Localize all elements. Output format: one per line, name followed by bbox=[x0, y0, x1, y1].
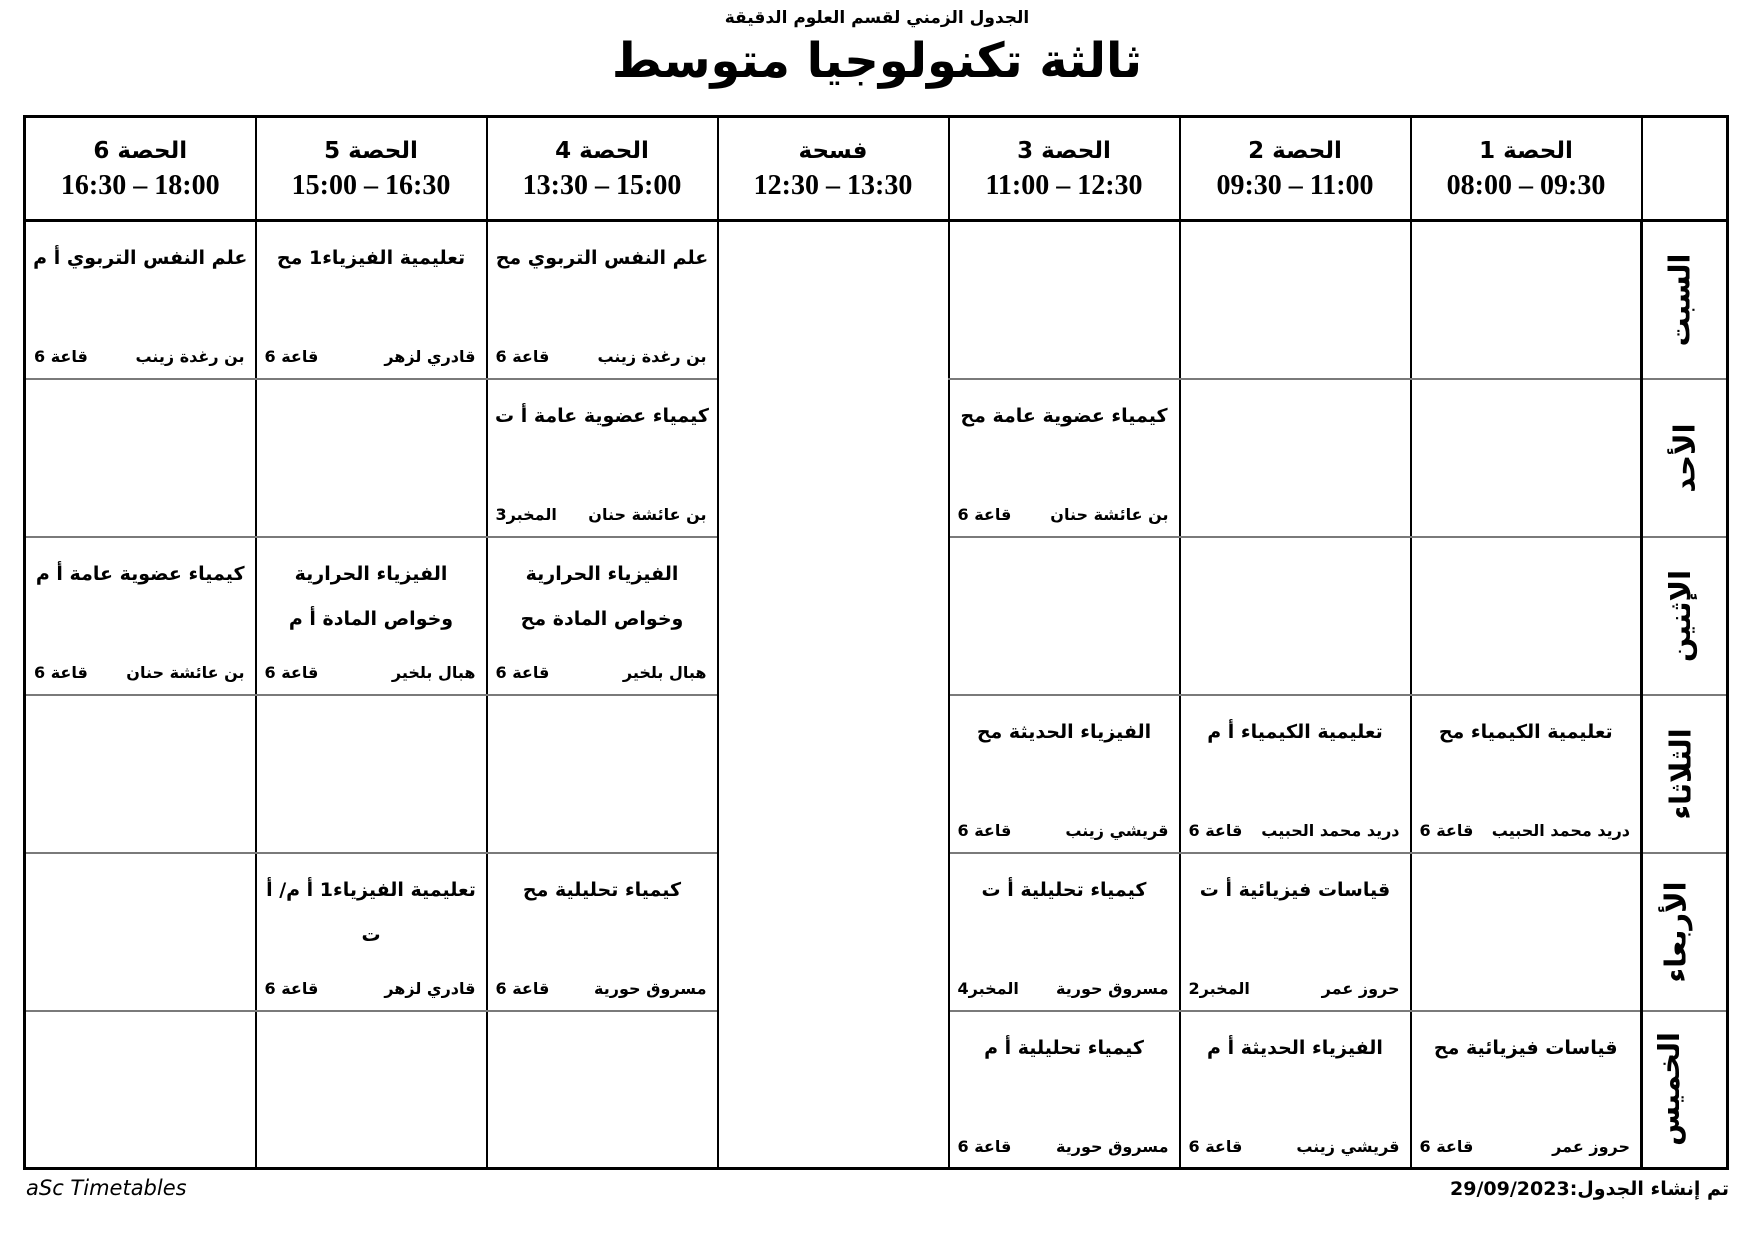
lesson-room: قاعة 6 bbox=[957, 504, 1012, 524]
lesson-room: قاعة 6 bbox=[1188, 820, 1243, 840]
lesson-cell bbox=[1180, 695, 1411, 853]
lesson-subject: كيمياء عضوية عامة مح bbox=[960, 404, 1168, 427]
lesson-teacher: بن رغدة زينب bbox=[597, 347, 707, 367]
lesson-room: قاعة 6 bbox=[34, 662, 88, 682]
lesson-teacher: بن عائشة حنان bbox=[588, 504, 707, 524]
lesson-room: قاعة 6 bbox=[264, 347, 319, 367]
day-cell bbox=[1642, 853, 1728, 1011]
lesson-cell-empty bbox=[1180, 221, 1411, 379]
lesson-subject: الفيزياء الحرارية وخواص المادة مح bbox=[520, 562, 684, 631]
lesson-cell-empty bbox=[1180, 537, 1411, 695]
lesson-subject: تعليمية الكيمياء مح bbox=[1438, 720, 1613, 743]
lesson-room: قاعة 6 bbox=[957, 1136, 1012, 1156]
lesson-cell bbox=[25, 221, 256, 379]
lesson-teacher: هبال بلخير bbox=[622, 662, 707, 682]
lesson-teacher: مسروق حورية bbox=[594, 978, 707, 998]
lesson-cell-empty bbox=[487, 1011, 718, 1169]
day-row-saturday bbox=[25, 221, 1728, 379]
lesson-teacher: دريد محمد الحبيب bbox=[1491, 820, 1630, 840]
lesson-cell-empty bbox=[487, 695, 718, 853]
lesson-teacher: قريشي زينب bbox=[1065, 820, 1169, 840]
lesson-room: قاعة 6 bbox=[1188, 1136, 1243, 1156]
period-name: الحصة 4 bbox=[555, 137, 649, 164]
break-column-header bbox=[718, 117, 949, 221]
period-time: 12:30 – 13:30 bbox=[753, 170, 913, 202]
lesson-cell bbox=[1180, 853, 1411, 1011]
period-name: فسحة bbox=[798, 137, 868, 164]
lesson-cell-empty bbox=[25, 379, 256, 537]
period-time: 16:30 – 18:00 bbox=[60, 170, 220, 202]
lesson-subject: كيمياء تحليلية أ م bbox=[984, 1036, 1144, 1059]
lesson-teacher: حروز عمر bbox=[1321, 978, 1400, 998]
lesson-teacher: بن رغدة زينب bbox=[135, 347, 245, 367]
lesson-cell bbox=[487, 221, 718, 379]
lesson-cell-empty bbox=[1411, 221, 1642, 379]
lesson-subject: كيمياء تحليلية أ ت bbox=[981, 878, 1147, 901]
period-header-1 bbox=[1411, 117, 1642, 221]
lesson-room: قاعة 6 bbox=[264, 662, 319, 682]
period-name: الحصة 5 bbox=[324, 137, 418, 164]
lesson-room: قاعة 6 bbox=[1419, 1136, 1474, 1156]
footer-generated-date: تم إنشاء الجدول:29/09/2023 bbox=[1450, 1178, 1729, 1201]
day-column-header bbox=[1642, 117, 1728, 221]
lesson-subject: علم النفس التربوي مح bbox=[495, 247, 709, 270]
page-footer bbox=[26, 1176, 1729, 1200]
break-column-body bbox=[718, 221, 949, 1169]
day-cell bbox=[1642, 1011, 1728, 1169]
lesson-teacher: حروز عمر bbox=[1552, 1136, 1630, 1156]
lesson-subject: علم النفس التربوي أ م bbox=[33, 247, 248, 270]
lesson-room: قاعة 6 bbox=[495, 662, 550, 682]
lesson-room: المخبر4 bbox=[957, 978, 1019, 998]
period-name: الحصة 2 bbox=[1248, 137, 1342, 164]
lesson-teacher: قادري لزهر bbox=[384, 347, 476, 367]
day-label: الثلاثاء bbox=[1663, 728, 1698, 820]
lesson-subject: قياسات فيزيائية مح bbox=[1433, 1036, 1618, 1059]
timetable bbox=[23, 115, 1729, 1170]
lesson-teacher: قريشي زينب bbox=[1296, 1136, 1400, 1156]
lesson-cell bbox=[256, 853, 487, 1011]
lesson-cell-empty bbox=[1411, 537, 1642, 695]
lesson-cell-empty bbox=[1411, 853, 1642, 1011]
lesson-cell-empty bbox=[256, 695, 487, 853]
timetable-wrapper bbox=[25, 115, 1729, 1170]
lesson-cell bbox=[25, 537, 256, 695]
period-header-3 bbox=[949, 117, 1180, 221]
lesson-cell bbox=[1411, 1011, 1642, 1169]
lesson-room: قاعة 6 bbox=[495, 347, 550, 367]
lesson-room: قاعة 6 bbox=[264, 978, 319, 998]
lesson-subject: كيمياء عضوية عامة أ م bbox=[35, 562, 245, 585]
lesson-cell-empty bbox=[949, 221, 1180, 379]
lesson-teacher: بن عائشة حنان bbox=[1050, 504, 1169, 524]
period-time: 08:00 – 09:30 bbox=[1446, 170, 1606, 202]
lesson-cell-empty bbox=[1411, 379, 1642, 537]
day-label: الخميس bbox=[1651, 1032, 1686, 1147]
lesson-cell-empty bbox=[25, 853, 256, 1011]
lesson-cell bbox=[1411, 695, 1642, 853]
lesson-cell bbox=[256, 221, 487, 379]
period-time: 11:00 – 12:30 bbox=[985, 170, 1143, 202]
day-cell bbox=[1642, 379, 1728, 537]
lesson-cell-empty bbox=[256, 1011, 487, 1169]
lesson-cell bbox=[949, 379, 1180, 537]
lesson-cell bbox=[487, 853, 718, 1011]
lesson-cell-empty bbox=[1180, 379, 1411, 537]
lesson-subject: تعليمية الكيمياء أ م bbox=[1207, 720, 1383, 743]
lesson-teacher: بن عائشة حنان bbox=[126, 662, 245, 682]
lesson-subject: قياسات فيزيائية أ ت bbox=[1199, 878, 1391, 901]
lesson-room: قاعة 6 bbox=[34, 347, 88, 367]
period-time: 13:30 – 15:00 bbox=[522, 170, 682, 202]
lesson-cell bbox=[949, 1011, 1180, 1169]
lesson-teacher: قادري لزهر bbox=[384, 978, 476, 998]
day-label: الأحد bbox=[1667, 423, 1702, 493]
lesson-teacher: مسروق حورية bbox=[1056, 978, 1169, 998]
lesson-subject: كيمياء تحليلية مح bbox=[522, 878, 682, 901]
period-header-6 bbox=[25, 117, 256, 221]
header-row bbox=[25, 117, 1728, 221]
day-cell bbox=[1642, 695, 1728, 853]
department-header: الجدول الزمني لقسم العلوم الدقيقة bbox=[724, 8, 1030, 28]
lesson-cell bbox=[487, 379, 718, 537]
lesson-cell bbox=[256, 537, 487, 695]
day-label: السبت bbox=[1662, 253, 1697, 347]
lesson-room: قاعة 6 bbox=[957, 820, 1012, 840]
period-name: الحصة 1 bbox=[1479, 137, 1573, 164]
lesson-cell-empty bbox=[949, 537, 1180, 695]
lesson-subject: الفيزياء الحديثة مح bbox=[976, 720, 1152, 743]
day-label: الأربعاء bbox=[1658, 881, 1693, 983]
day-label: الإثنين bbox=[1662, 569, 1697, 662]
lesson-cell-empty bbox=[256, 379, 487, 537]
period-header-2 bbox=[1180, 117, 1411, 221]
lesson-cell-empty bbox=[25, 1011, 256, 1169]
lesson-cell bbox=[487, 537, 718, 695]
lesson-cell bbox=[949, 853, 1180, 1011]
day-cell bbox=[1642, 221, 1728, 379]
lesson-cell bbox=[1180, 1011, 1411, 1169]
lesson-subject: الفيزياء الحديثة أ م bbox=[1207, 1036, 1383, 1059]
period-header-4 bbox=[487, 117, 718, 221]
lesson-subject: تعليمية الفيزياء1 مح bbox=[276, 247, 466, 270]
lesson-room: المخبر2 bbox=[1188, 978, 1250, 998]
lesson-subject: كيمياء عضوية عامة أ ت bbox=[495, 404, 709, 427]
lesson-cell-empty bbox=[25, 695, 256, 853]
lesson-subject: الفيزياء الحرارية وخواص المادة أ م bbox=[288, 562, 454, 631]
lesson-teacher: هبال بلخير bbox=[391, 662, 476, 682]
lesson-cell bbox=[949, 695, 1180, 853]
footer-brand: aSc Timetables bbox=[26, 1176, 187, 1201]
lesson-teacher: مسروق حورية bbox=[1056, 1136, 1169, 1156]
lesson-room: قاعة 6 bbox=[495, 978, 550, 998]
lesson-room: قاعة 6 bbox=[1419, 820, 1474, 840]
lesson-room: المخبر3 bbox=[495, 504, 557, 524]
lesson-subject: تعليمية الفيزياء1 أ م/ أ ت bbox=[266, 878, 476, 947]
period-header-5 bbox=[256, 117, 487, 221]
period-name: الحصة 3 bbox=[1017, 137, 1111, 164]
period-time: 09:30 – 11:00 bbox=[1216, 170, 1374, 202]
period-name: الحصة 6 bbox=[93, 137, 188, 164]
period-time: 15:00 – 16:30 bbox=[291, 170, 451, 202]
lesson-teacher: دريد محمد الحبيب bbox=[1261, 820, 1400, 840]
day-cell bbox=[1642, 537, 1728, 695]
page-title: ثالثة تكنولوجيا متوسط bbox=[611, 33, 1143, 89]
